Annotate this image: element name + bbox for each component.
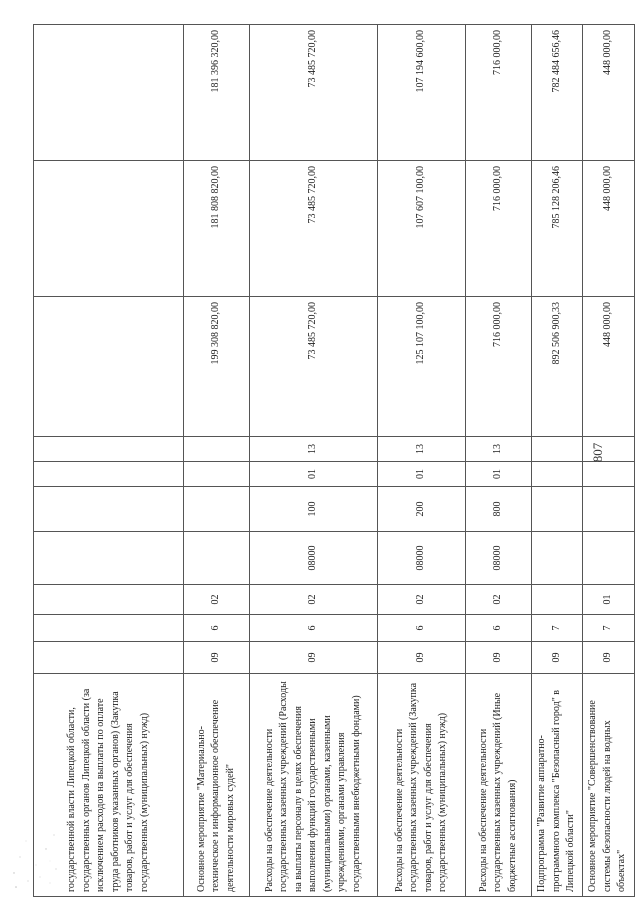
code-cell: 09	[466, 642, 532, 674]
code-cell: 02	[466, 585, 532, 615]
amount-cell: 716 000,00	[466, 25, 532, 161]
amount-cell: 73 485 720,00	[250, 25, 378, 161]
code-cell: 800	[466, 487, 532, 532]
amount-cell	[34, 25, 184, 161]
code-cell: 01	[378, 462, 466, 487]
code-cell: 13	[250, 437, 378, 462]
table-row	[532, 25, 583, 897]
row-name-cell: государственной власти Липецкой области, государственных органов Липецкой области (за исключением расходов на выплаты по оплате труда работников указанных органов) (Закупка товаров, работ и услуг для обеспечения государственных (муниципальных) нужд)	[34, 674, 184, 897]
code-cell	[34, 585, 184, 615]
code-cell: 100	[250, 487, 378, 532]
row-name-cell: Основное мероприятие "Совершенствование системы безопасности людей на водных объектах"	[582, 674, 634, 897]
code-cell: 09	[378, 642, 466, 674]
code-cell: 09	[532, 642, 583, 674]
code-cell: 13	[466, 437, 532, 462]
code-cell	[34, 615, 184, 642]
code-cell	[34, 642, 184, 674]
amount-cell: 73 485 720,00	[250, 161, 378, 297]
code-cell	[184, 487, 250, 532]
code-cell: 6	[378, 615, 466, 642]
row-name-cell: Подпрограмма "Развитие аппаратно-программного комплекса "Безопасный город" в Липецкой области"	[532, 674, 583, 897]
row-name-cell: Расходы на обеспечение деятельности государственных казенных учреждений (Закупка товаров, работ и услуг для обеспечения государственных (муниципальных) нужд)	[378, 674, 466, 897]
code-cell: 09	[582, 642, 634, 674]
amount-cell: 448 000,00	[582, 297, 634, 437]
amount-cell: 125 107 100,00	[378, 297, 466, 437]
code-cell: 08000	[378, 532, 466, 585]
amount-cell	[34, 297, 184, 437]
table-row	[34, 25, 184, 897]
amount-cell: 199 308 820,00	[184, 297, 250, 437]
code-cell: 13	[378, 437, 466, 462]
code-cell	[34, 462, 184, 487]
code-cell	[532, 585, 583, 615]
amount-cell: 785 128 206,46	[532, 161, 583, 297]
code-cell	[184, 462, 250, 487]
amount-cell: 782 484 656,46	[532, 25, 583, 161]
row-name-cell: Основное мероприятие "Материально-техническое и информационное обеспечение деятельности мировых судей"	[184, 674, 250, 897]
amount-cell: 716 000,00	[466, 161, 532, 297]
amount-cell: 892 506 900,33	[532, 297, 583, 437]
code-cell	[34, 532, 184, 585]
amount-cell: 716 000,00	[466, 297, 532, 437]
code-cell: 09	[250, 642, 378, 674]
code-cell	[532, 437, 583, 462]
code-cell	[532, 462, 583, 487]
code-cell: 200	[378, 487, 466, 532]
amount-cell: 107 194 600,00	[378, 25, 466, 161]
code-cell	[184, 532, 250, 585]
code-cell: 6	[184, 615, 250, 642]
code-cell: 01	[250, 462, 378, 487]
amount-cell	[34, 161, 184, 297]
amount-cell: 181 396 320,00	[184, 25, 250, 161]
code-cell: 08000	[250, 532, 378, 585]
table-row	[250, 25, 378, 897]
table-row	[466, 25, 532, 897]
table-row	[378, 25, 466, 897]
amount-cell: 448 000,00	[582, 25, 634, 161]
code-cell	[34, 487, 184, 532]
code-cell	[34, 437, 184, 462]
amount-cell: 73 485 720,00	[250, 297, 378, 437]
code-cell: 7	[582, 615, 634, 642]
amount-cell: 107 607 100,00	[378, 161, 466, 297]
code-cell: 02	[378, 585, 466, 615]
code-cell: 08000	[466, 532, 532, 585]
code-cell	[532, 487, 583, 532]
code-cell: 09	[184, 642, 250, 674]
code-cell	[184, 437, 250, 462]
table-row	[184, 25, 250, 897]
row-name-cell: Расходы на обеспечение деятельности государственных казенных учреждений (Расходы на выплаты персоналу в целях обеспечения выполнения функций государственными (муниципальными) органами, казенными учреждениями, органами управления государственными внебюджетными фондами)	[250, 674, 378, 897]
row-name-cell: Расходы на обеспечение деятельности государственных казенных учреждений (Иные бюджетные ассигнования)	[466, 674, 532, 897]
code-cell	[532, 532, 583, 585]
code-cell: 01	[582, 585, 634, 615]
code-cell: 02	[184, 585, 250, 615]
budget-table	[33, 24, 635, 897]
code-cell: 7	[532, 615, 583, 642]
amount-cell: 448 000,00	[582, 161, 634, 297]
code-cell: 6	[466, 615, 532, 642]
code-cell: 6	[250, 615, 378, 642]
amount-cell: 181 808 820,00	[184, 161, 250, 297]
page-number: 807	[590, 442, 605, 463]
code-cell: 02	[250, 585, 378, 615]
code-cell: 01	[466, 462, 532, 487]
